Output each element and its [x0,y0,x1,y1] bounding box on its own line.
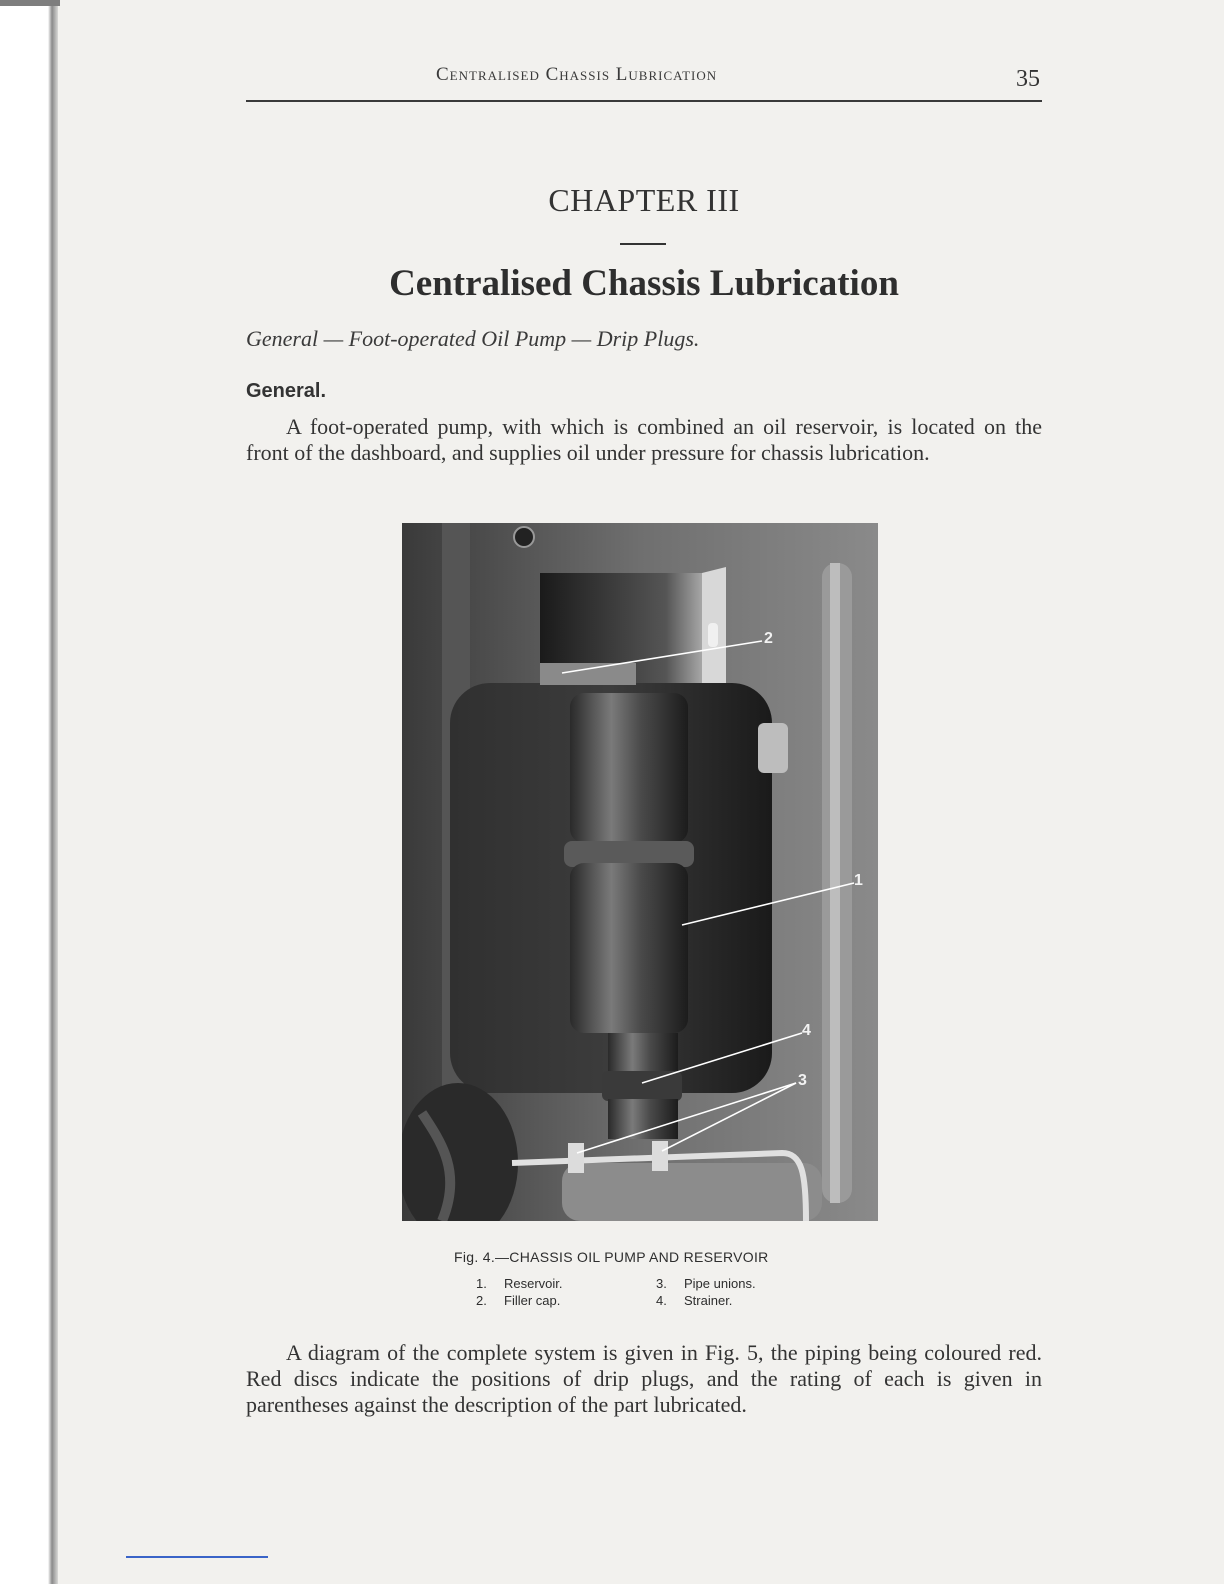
figure-legend [476,1276,836,1308]
page-number: 35 [1016,66,1040,92]
running-title: Centralised Chassis Lubrication [436,64,718,85]
running-header [246,60,1042,102]
callout-3: 3 [798,1072,807,1089]
paragraph-text: A foot-operated pump, with which is combined an oil reservoir, is located on the front of the dashboard, and supplies oil under pressure for chassis lubrication. [246,414,1042,465]
scan-bottom-mark [126,1556,268,1558]
legend-item [656,1293,836,1308]
caption-title: Fig. 4.—CHASSIS OIL PUMP AND RESERVOIR [454,1249,769,1265]
oil-pump-photo [402,523,878,1221]
figure-photo [402,523,878,1221]
chapter-subtitle: General — Foot-operated Oil Pump — Drip Plugs. [246,326,700,351]
legend-item [656,1276,836,1291]
legend-number: 4. [656,1293,667,1308]
legend-item [476,1276,656,1291]
section-heading: General. [246,380,327,402]
legend-text: Strainer. [684,1293,733,1308]
legend-item [476,1293,656,1308]
callout-1: 1 [854,872,863,889]
legend-number: 3. [656,1276,667,1291]
legend-text: Pipe unions. [684,1276,756,1291]
legend-text: Filler cap. [504,1293,561,1308]
chapter-divider [620,243,666,245]
callout-4: 4 [802,1022,811,1039]
chapter-title: Centralised Chassis Lubrication [389,263,899,304]
legend-number: 2. [476,1293,487,1308]
callout-2: 2 [764,630,773,647]
paragraph-text: A diagram of the complete system is given in Fig. 5, the piping being coloured red. Red discs indicate the positions of drip plugs, and the rating of each is given in parentheses against the description of the part lubricated. [246,1340,1042,1417]
chapter-label: CHAPTER III [548,182,740,218]
legend-text: Reservoir. [504,1276,563,1291]
paragraph-diagram [246,1340,1042,1418]
paragraph-intro [246,414,1042,466]
legend-number: 1. [476,1276,487,1291]
